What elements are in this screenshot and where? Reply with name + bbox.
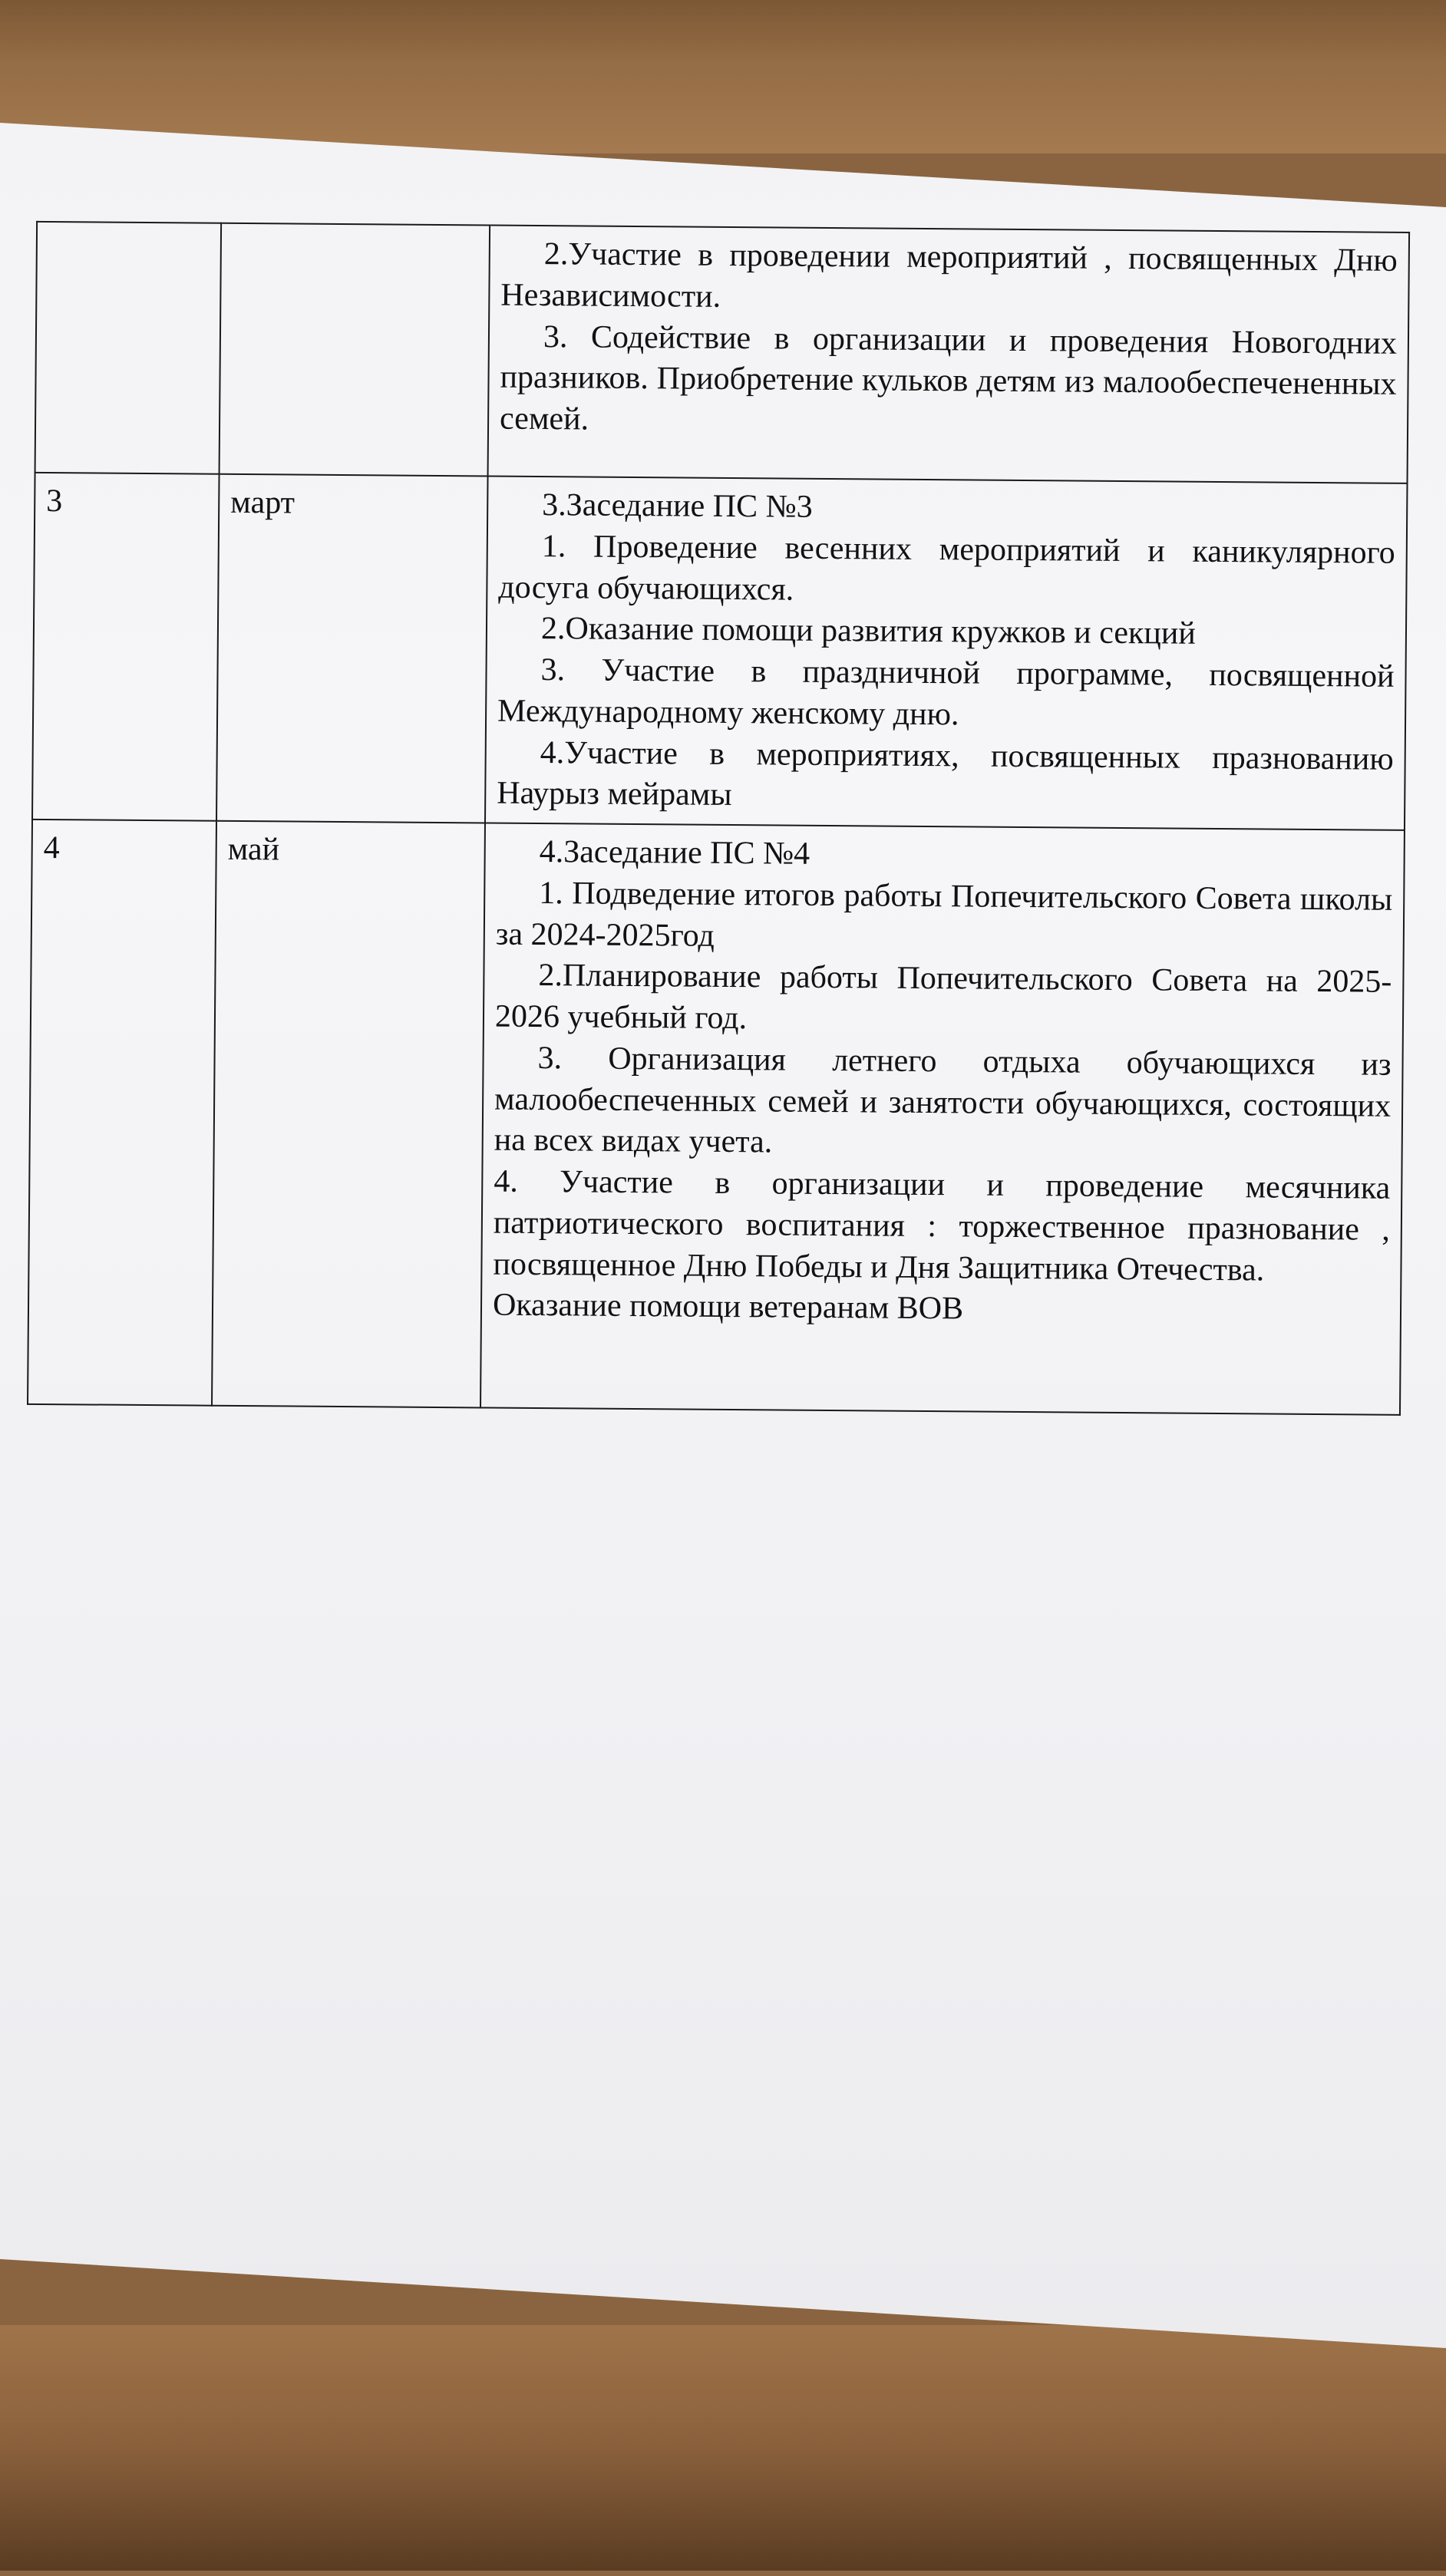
activity-line: 2.Оказание помощи развития кружков и секций (540, 611, 1196, 652)
activities-cell (488, 226, 1410, 483)
activity-line: 4.Участие в мероприятиях, посвященных празнованию Наурыз мейрамы (497, 734, 1394, 813)
activity-line: 3. Содействие в организации и проведения Новогодних празников. Приобретение кульков детям из малообеспечененных семей. (499, 318, 1398, 437)
activity-line: 4. Участие в организации и проведение месячника патриотического воспитания : торжественное празнование , посвященное Дню Победы и Дня Защитника Отечества. (493, 1163, 1391, 1288)
meeting-heading: 3.Заседание ПС №3 (542, 487, 813, 525)
activity-line: 1. Подведение итогов работы Попечительского Совета школы за 2024-2025год (495, 875, 1393, 954)
activity-line: 3. Участие в праздничной программе, посвященной Международному женскому дню. (497, 652, 1395, 733)
month-cell: май (212, 821, 485, 1408)
row-number-cell: 4 (28, 820, 216, 1406)
table-row (35, 222, 1410, 483)
row-number-cell (35, 222, 222, 474)
activity-line: 3. Организация летнего отдыха обучающихся из малообеспеченных семей и занятости обучающихся, состоящих на всех видах учета. (494, 1040, 1392, 1160)
activity-line: 1. Проведение весенних мероприятий и каникулярного досуга обучающихся. (498, 528, 1395, 608)
activities-cell (480, 823, 1405, 1414)
activities-cell (485, 477, 1408, 830)
plan-table (27, 221, 1410, 1416)
activity-line: 2.Участие в проведении мероприятий , посвященных Дню Независимости. (500, 236, 1398, 315)
meeting-heading: 4.Заседание ПС №4 (539, 834, 810, 872)
month-cell: март (216, 474, 488, 823)
row-number-cell: 3 (32, 473, 220, 821)
activity-line: Оказание помощи ветеранам ВОВ (492, 1287, 964, 1327)
table-row (28, 820, 1405, 1415)
table-row (32, 473, 1407, 830)
activity-line: 2.Планирование работы Попечительского Совета на 2025-2026 учебный год. (494, 958, 1392, 1037)
month-cell (220, 223, 490, 477)
